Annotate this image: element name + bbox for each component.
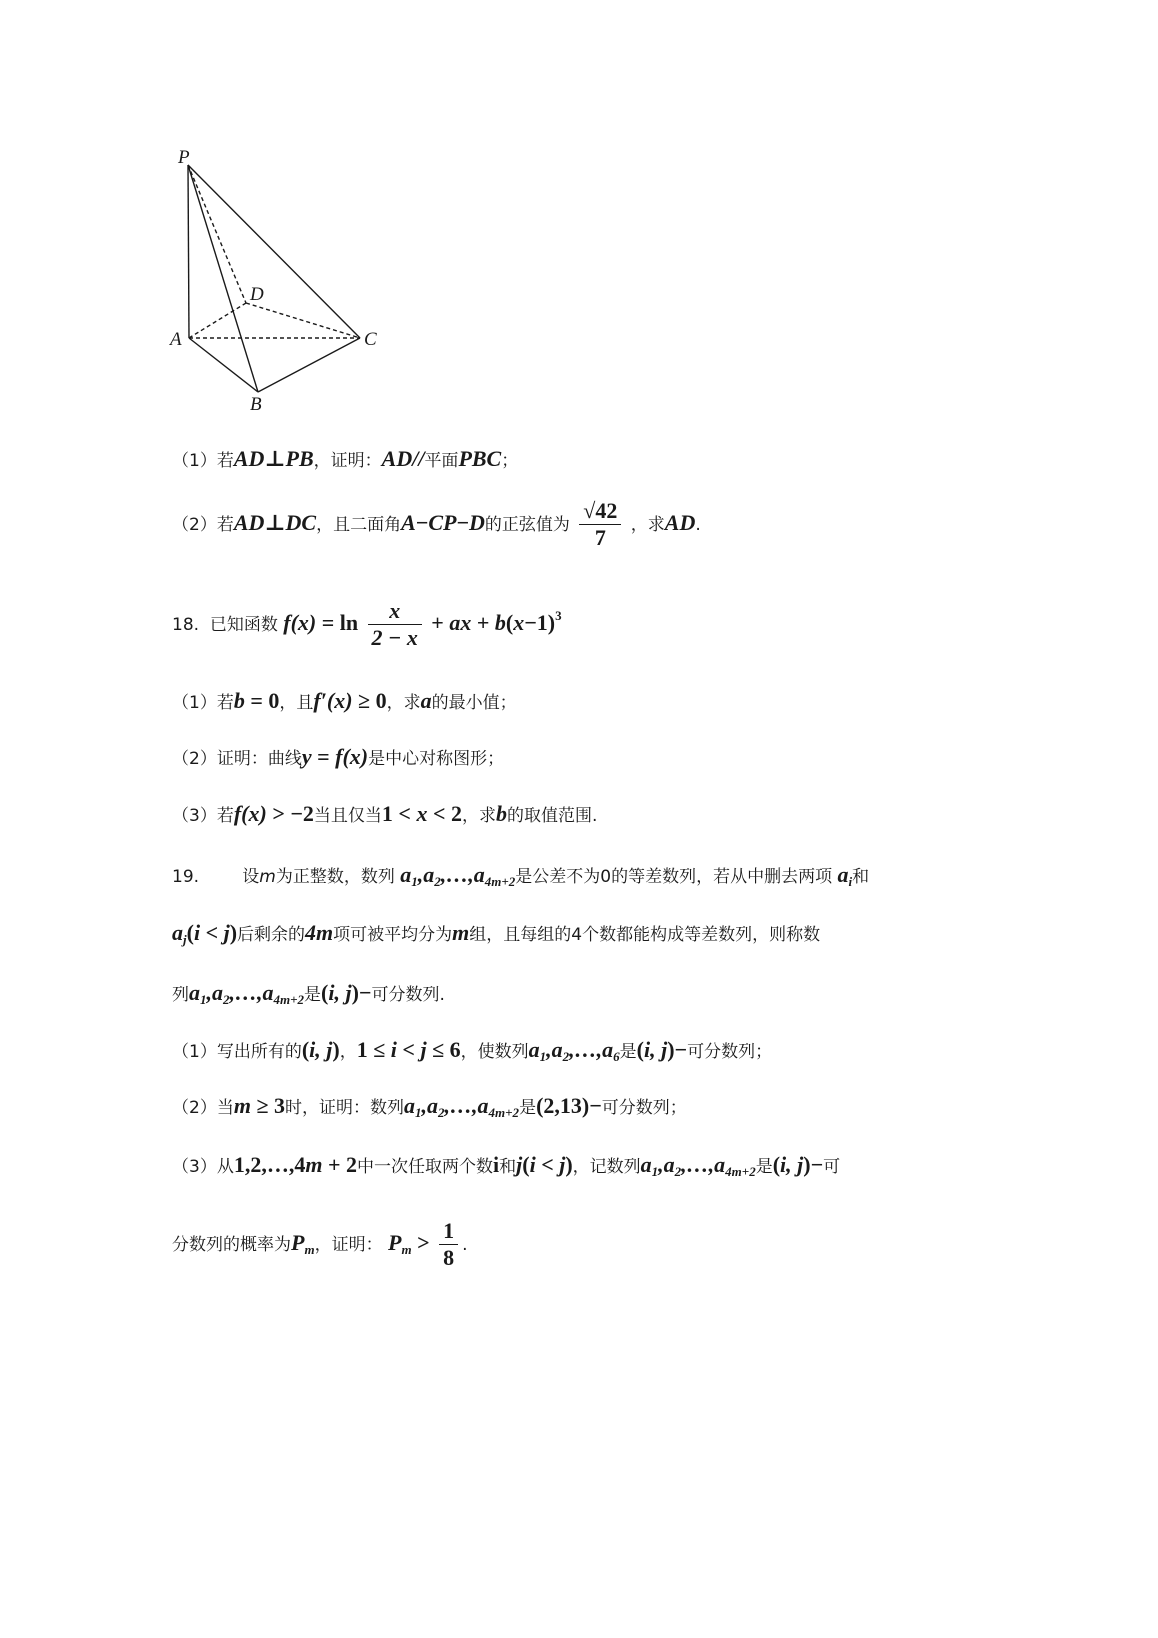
fraction-one-eighth: $\frac{1}{8}$: [439, 1218, 458, 1272]
label-d: D: [250, 284, 264, 305]
label-b: B: [250, 394, 262, 415]
pyramid-figure: [0, 0, 1158, 420]
q19-part3: （3）从1,2,…,4m + 2中一次任取两个数i和j(i < j)，记数列$a_1,a_2,\dots,a_{4m+2}$是(i, j)−可: [172, 1152, 841, 1179]
q19-part1: （1）写出所有的(i, j)，1 ≤ i < j ≤ 6，使数列$a_1,a_2,\dots,a_6$是(i, j)−可分数列；: [172, 1037, 773, 1064]
q18-part1: （1）若b = 0，且f′(x) ≥ 0，求a的最小值；: [172, 688, 517, 713]
q19-part2: （2）当m ≥ 3时，证明：数列$a_1,a_2,\dots,a_{4m+2}$是(2,13)−可分数列；: [172, 1093, 687, 1120]
q18-part2: （2）证明：曲线y = f(x)是中心对称图形；: [172, 744, 505, 769]
q19-line2: $a_j(i < j)$后剩余的4m项可被平均分为m组，且每组的4个数都能构成等差数列，则称数: [172, 920, 821, 947]
q18-intro: 18. 已知函数 f(x) = ln $\frac{x}{2 - x}$ + ax + $b(x-1)^3$: [172, 598, 562, 651]
label-p: P: [178, 147, 190, 168]
q19-line1: 19. 设m为正整数，数列 $a_1,a_2,\dots,a_{4m+2}$是公差不为0的等差数列，若从中删去两项 $a_i$和: [172, 862, 870, 889]
fraction-x: $\frac{x}{2 - x}$: [368, 598, 422, 652]
q17-part1: （1）若AD⊥PB，证明：AD//平面PBC；: [172, 446, 519, 471]
label-c: C: [364, 329, 377, 350]
q19-part3-cont: 分数列的概率为$P_m$，证明： $P_m$ > $\frac{1}{8}$ .: [172, 1218, 468, 1271]
label-a: A: [170, 329, 182, 350]
sine-value: $\frac{√42}{7}$: [579, 498, 621, 552]
q17-part2: （2）若AD⊥DC，且二面角A−CP−D的正弦值为 $\frac{√42}{7}$ ，求AD.: [172, 498, 701, 551]
q18-part3: （3）若f(x) > −2当且仅当1 < x < 2，求b的取值范围.: [172, 801, 598, 826]
q19-line3: 列$a_1,a_2,\dots,a_{4m+2}$是(i, j)−可分数列.: [172, 980, 445, 1007]
